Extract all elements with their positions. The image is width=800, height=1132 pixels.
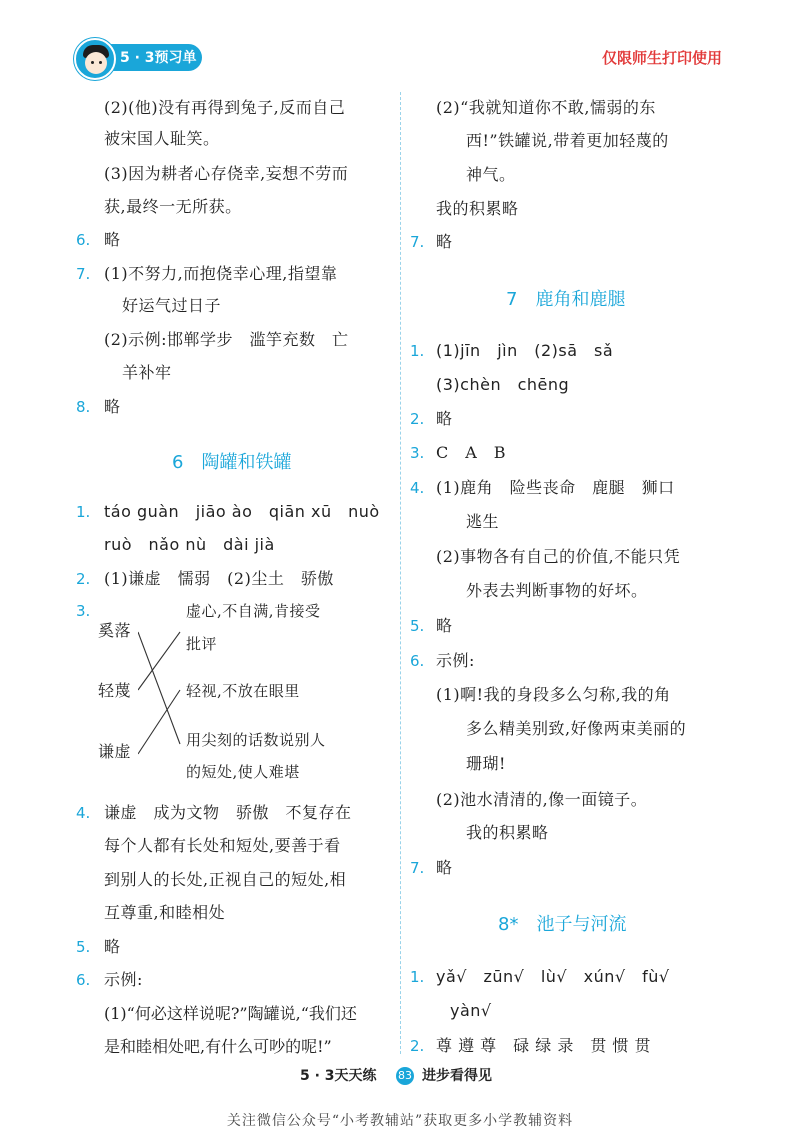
- question-number: 6.: [410, 652, 425, 670]
- answer-line: 谦虚 成为文物 骄傲 不复存在: [104, 803, 352, 822]
- match-right-def: 虚心,不自满,肯接受: [186, 602, 321, 620]
- match-right-def: 用尖刻的话数说别人: [186, 731, 326, 749]
- question-number: 1.: [410, 968, 425, 986]
- answer-line: C A B: [436, 443, 507, 462]
- answer-line: (2)池水清清的,像一面镜子。: [436, 790, 648, 809]
- answer-line: 略: [104, 397, 121, 416]
- match-left-term: 轻蔑: [98, 681, 132, 700]
- page-number: 83: [396, 1067, 414, 1085]
- pinyin-line: (1)jīn jìn (2)sā sǎ: [436, 341, 614, 360]
- answer-line: 每个人都有长处和短处,要善于看: [104, 836, 341, 855]
- question-number: 3.: [76, 602, 91, 620]
- section-title: 8* 池子与河流: [498, 914, 627, 935]
- answer-line: 逃生: [466, 512, 500, 531]
- question-number: 1.: [410, 342, 425, 360]
- answer-line: 尊 遵 尊 碌 绿 录 贯 惯 贯: [436, 1036, 652, 1055]
- answer-line: 多么精美别致,好像两束美丽的: [466, 719, 687, 738]
- answer-line: (1)不努力,而抱侥幸心理,指望靠: [104, 264, 338, 283]
- pinyin-line: yàn√: [450, 1001, 492, 1020]
- section-title: 6 陶罐和铁罐: [172, 452, 292, 473]
- answer-line: 示例:: [436, 651, 475, 670]
- answer-line: (1)“何必这样说呢?”陶罐说,“我们还: [104, 1004, 357, 1023]
- series-label: 5 · 3预习单: [120, 50, 197, 66]
- question-number: 7.: [410, 859, 425, 877]
- answer-line: 好运气过日子: [122, 296, 222, 315]
- pinyin-line: ruò nǎo nù dài jià: [104, 535, 275, 554]
- answer-line: (2)“我就知道你不敢,懦弱的东: [436, 98, 656, 117]
- pinyin-line: yǎ√ zūn√ lù√ xún√ fù√: [436, 967, 670, 986]
- answer-line: (3)因为耕者心存侥幸,妄想不劳而: [104, 164, 349, 183]
- match-right-def: 批评: [186, 635, 218, 653]
- column-divider: [400, 92, 401, 1054]
- answer-line: 略: [436, 858, 453, 877]
- answer-line: (1)鹿角 险些丧命 鹿腿 狮口: [436, 478, 675, 497]
- mascot-avatar-icon: [74, 38, 116, 80]
- question-number: 4.: [76, 804, 91, 822]
- question-number: 7.: [76, 265, 91, 283]
- answer-line: 示例:: [104, 970, 143, 989]
- answer-line: 略: [436, 232, 453, 251]
- answer-line: 被宋国人耻笑。: [104, 129, 220, 148]
- pinyin-line: táo guàn jiāo ào qiān xū nuò: [104, 502, 380, 521]
- question-number: 8.: [76, 398, 91, 416]
- answer-line: (1)谦虚 懦弱 (2)尘土 骄傲: [104, 569, 334, 588]
- match-left-term: 谦虚: [98, 742, 132, 761]
- question-number: 4.: [410, 479, 425, 497]
- footer-brand: 5 · 3天天练: [300, 1068, 377, 1084]
- section-title: 7 鹿角和鹿腿: [506, 289, 626, 310]
- answer-line: 略: [104, 937, 121, 956]
- match-right-def: 的短处,使人难堪: [186, 763, 300, 781]
- match-right-def: 轻视,不放在眼里: [186, 682, 300, 700]
- question-number: 2.: [410, 1037, 425, 1055]
- question-number: 3.: [410, 444, 425, 462]
- answer-line: 略: [436, 409, 453, 428]
- question-number: 7.: [410, 233, 425, 251]
- answer-line: (1)啊!我的身段多么匀称,我的角: [436, 685, 671, 704]
- match-left-term: 奚落: [98, 621, 132, 640]
- question-number: 5.: [76, 938, 91, 956]
- watermark-text: 关注微信公众号“小考教辅站”获取更多小学教辅资料: [226, 1113, 574, 1129]
- answer-line: (2)(他)没有再得到兔子,反而自己: [104, 98, 346, 117]
- answer-line: 获,最终一无所获。: [104, 197, 242, 216]
- pinyin-line: (3)chèn chēng: [436, 375, 570, 394]
- answer-line: 我的积累略: [466, 823, 549, 842]
- question-number: 2.: [410, 410, 425, 428]
- answer-line: (2)示例:邯郸学步 滥竽充数 亡: [104, 330, 349, 349]
- answer-line: 外表去判断事物的好坏。: [466, 581, 648, 600]
- answer-line: 略: [104, 230, 121, 249]
- question-number: 6.: [76, 971, 91, 989]
- question-number: 6.: [76, 231, 91, 249]
- question-number: 5.: [410, 617, 425, 635]
- answer-line: 到别人的长处,正视自己的短处,相: [104, 870, 347, 889]
- answer-line: 互尊重,和睦相处: [104, 903, 226, 922]
- usage-notice: 仅限师生打印使用: [601, 49, 722, 67]
- answer-line: 西!”铁罐说,带着更加轻蔑的: [466, 131, 669, 150]
- answer-line: 是和睦相处吧,有什么可吵的呢!”: [104, 1037, 332, 1056]
- answer-line: 神气。: [466, 165, 516, 184]
- answer-line: (2)事物各有自己的价值,不能只凭: [436, 547, 681, 566]
- answer-line: 我的积累略: [436, 199, 519, 218]
- question-number: 2.: [76, 570, 91, 588]
- answer-line: 略: [436, 616, 453, 635]
- answer-line: 羊补牢: [122, 363, 172, 382]
- footer-slogan: 进步看得见: [422, 1068, 492, 1084]
- answer-line: 珊瑚!: [466, 754, 506, 773]
- question-number: 1.: [76, 503, 91, 521]
- matching-lines: [138, 624, 186, 764]
